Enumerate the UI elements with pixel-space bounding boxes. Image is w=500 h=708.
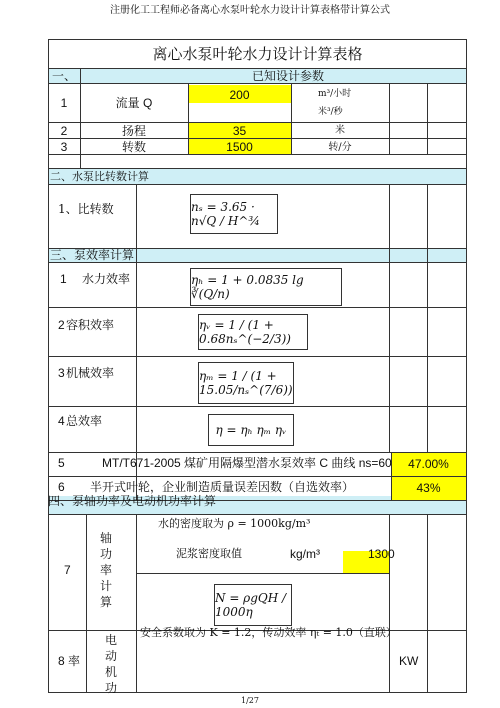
col-divider	[427, 514, 428, 692]
row2-number: 2	[60, 124, 68, 138]
row3-3-number: 3	[58, 366, 65, 380]
row5-number: 5	[58, 456, 65, 470]
section3-header: 三、泵效率计算	[50, 248, 135, 262]
specific-speed-formula: nₛ = 3.65 · n√Q / H^¾	[190, 194, 278, 234]
page-number: 1/27	[241, 696, 259, 705]
c-curve-efficiency: 47.00%	[408, 457, 449, 471]
document-header: 注册化工工程师必备离心水泵叶轮水力设计计算表格带计算公式	[110, 5, 390, 16]
row8-number: 8	[58, 654, 65, 668]
rule	[48, 514, 467, 515]
col-divider	[427, 83, 428, 154]
specific-speed-label: 1、比转数	[58, 202, 114, 216]
flow-label: 流量 Q	[115, 96, 153, 110]
col-divider	[389, 514, 390, 692]
shaft-power-label: 轴功率计算	[99, 531, 112, 609]
rule	[48, 452, 467, 453]
col-divider	[389, 83, 390, 154]
speed-label: 转数	[121, 140, 146, 154]
shaft-power-formula: N = ρgQH / 1000η	[214, 584, 292, 626]
head-value[interactable]: 35	[232, 124, 247, 138]
section1-header: 已知设计参数	[251, 69, 324, 83]
row3-4-number: 4	[58, 414, 65, 428]
safety-factor-text: 安全系数取为 K = 1.2，传动效率 ηₜ = 1.0（直联）	[140, 626, 397, 639]
hydraulic-eff-label: 水力效率	[82, 272, 131, 286]
rule	[48, 154, 467, 155]
rule	[48, 262, 467, 263]
speed-value[interactable]: 1500	[226, 140, 253, 154]
col-divider	[427, 184, 428, 452]
slurry-density-unit: kg/m³	[290, 547, 320, 561]
row3-number: 3	[60, 140, 68, 154]
flow-unit-hour: m³/小时	[318, 89, 352, 99]
section2-header: 二、水泵比转数计算	[50, 170, 149, 183]
rule	[48, 122, 467, 123]
table-border-top	[48, 39, 467, 40]
motor-power-label: 电动机功	[104, 633, 117, 695]
selected-eff-text: 半开式叶轮，企业制造质量误差因数（自选效率）	[90, 480, 355, 494]
row1-number: 1	[60, 96, 68, 110]
volumetric-eff-label: 容积效率	[66, 318, 115, 332]
col-divider	[86, 514, 87, 692]
selected-efficiency[interactable]: 43%	[416, 481, 441, 495]
col-divider	[389, 184, 390, 452]
row6-number: 6	[58, 480, 65, 494]
mechanical-eff-label: 机械效率	[66, 366, 115, 380]
rule	[48, 184, 467, 185]
volumetric-eff-formula: ηᵥ = 1 / (1 + 0.68nₛ^(−2/3))	[198, 314, 308, 350]
water-density-text: 水的密度取为 ρ = 1000kg/m³	[158, 517, 311, 530]
speed-unit: 转/分	[328, 142, 352, 153]
rule	[48, 168, 467, 169]
head-label: 扬程	[121, 124, 146, 138]
rule	[48, 476, 467, 477]
slurry-density-label: 泥浆密度取值	[176, 547, 242, 560]
row3-1-number: 1	[60, 272, 67, 286]
rule	[48, 406, 467, 407]
rule	[48, 83, 467, 84]
rule	[136, 573, 389, 574]
head-unit: 米	[335, 125, 345, 136]
mechanical-eff-formula: ηₘ = 1 / (1 + 15.05/nₛ^(7/6))	[198, 362, 294, 404]
slurry-density-value[interactable]: 1300	[368, 547, 395, 561]
total-eff-formula: η = ηₕ ηₘ ηᵥ	[208, 414, 294, 446]
rule	[48, 307, 467, 308]
rule	[48, 138, 467, 139]
flow-value[interactable]: 200	[229, 88, 250, 102]
c-curve-text: MT/T671-2005 煤矿用隔爆型潜水泵效率 C 曲线 ns=60	[102, 456, 392, 470]
hydraulic-eff-formula: ηₕ = 1 + 0.0835 lg ∛(Q/n)	[190, 268, 342, 306]
total-eff-label: 总效率	[66, 414, 103, 428]
flow-unit-second: 米³/秒	[318, 107, 343, 117]
section4-header: 四、泵轴功率及电动机功率计算	[48, 494, 217, 508]
col-divider	[136, 184, 137, 500]
section1-number: 一、	[52, 69, 77, 83]
col-divider	[136, 514, 137, 692]
motor-power-unit: KW	[399, 654, 419, 668]
row8-suffix: 率	[68, 654, 81, 668]
rule	[48, 356, 467, 357]
row7-number: 7	[64, 563, 71, 577]
row3-2-number: 2	[58, 318, 65, 332]
page-title: 离心水泵叶轮水力设计计算表格	[152, 45, 363, 63]
